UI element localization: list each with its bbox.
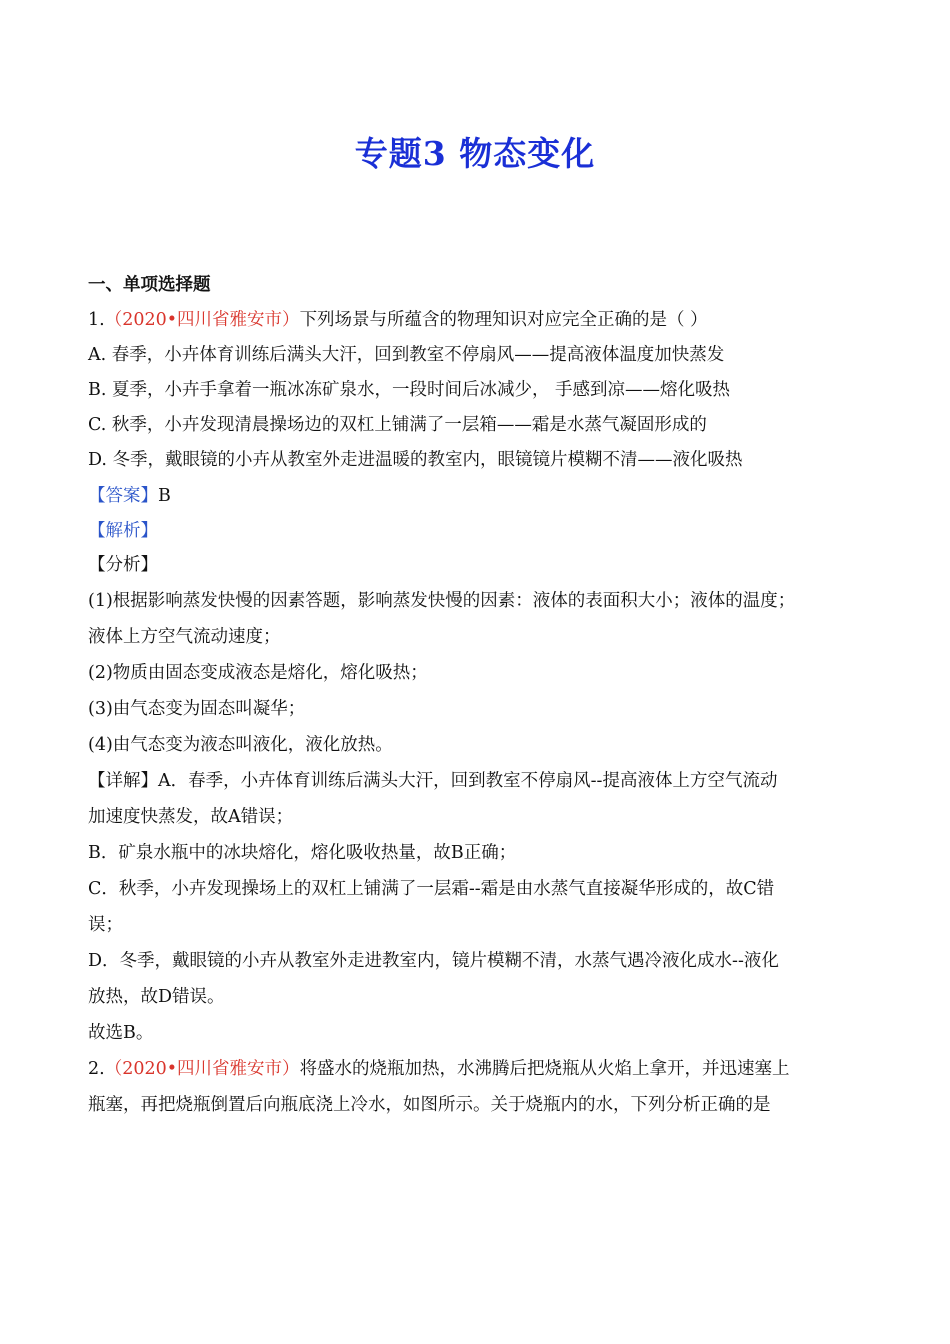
analysis-line-2: 液体上方空气流动速度； bbox=[88, 627, 281, 647]
q2-stem-line-2: 瓶塞，再把烧瓶倒置后向瓶底浇上冷水，如图所示。关于烧瓶内的水，下列分析正确的是 bbox=[88, 1095, 771, 1115]
detail-line-6: D．冬季，戴眼镜的小卉从教室外走进教室内，镜片模糊不清，水蒸气遇冷液化成水--液化 bbox=[88, 951, 779, 971]
answer-value: B bbox=[158, 486, 171, 506]
detail-line-3: B．矿泉水瓶中的冰块熔化，熔化吸收热量，故B正确； bbox=[88, 843, 517, 863]
analysis-line-1: (1)根据影响蒸发快慢的因素答题，影响蒸发快慢的因素：液体的表面积大小；液体的温度； bbox=[88, 591, 796, 611]
analysis-line-5: (4)由气态变为液态叫液化，液化放热。 bbox=[88, 735, 393, 755]
detail-line-2: 加速度快蒸发，故A错误； bbox=[88, 807, 294, 827]
answer-label: 【答案】 bbox=[88, 486, 158, 506]
jiexi-label: 【解析】 bbox=[88, 521, 158, 541]
q1-source: （2020•四川省雅安市） bbox=[104, 310, 300, 330]
detail-line-4: C．秋季，小卉发现操场上的双杠上铺满了一层霜--霜是由水蒸气直接凝华形成的，故C错 bbox=[88, 879, 775, 899]
detail-line-7: 放热，故D错误。 bbox=[88, 987, 225, 1007]
fenxi-label: 【分析】 bbox=[88, 555, 158, 575]
detail-line-5: 误； bbox=[88, 915, 123, 935]
q1-stem-line bbox=[88, 308, 708, 332]
q2-source: （2020•四川省雅安市） bbox=[104, 1059, 300, 1079]
analysis-line-3: (2)物质由固态变成液态是熔化，熔化吸热； bbox=[88, 663, 428, 683]
section-heading: 一、单项选择题 bbox=[88, 275, 211, 295]
q1-stem: 下列场景与所蕴含的物理知识对应完全正确的是（ ） bbox=[299, 310, 708, 330]
q1-option-a: A. 春季，小卉体育训练后满头大汗，回到教室不停扇风——提高液体温度加快蒸发 bbox=[88, 345, 725, 365]
detail-line-8: 故选B。 bbox=[88, 1023, 154, 1043]
q1-option-d: D. 冬季，戴眼镜的小卉从教室外走进温暖的教室内，眼镜镜片模糊不清——液化吸热 bbox=[88, 450, 743, 470]
q1-answer-line bbox=[88, 484, 171, 508]
q1-option-b: B. 夏季，小卉手拿着一瓶冰冻矿泉水，一段时间后冰减少， 手感到凉——熔化吸热 bbox=[88, 380, 731, 400]
q2-number: 2. bbox=[88, 1059, 105, 1079]
detail-line-1: 【详解】A．春季，小卉体育训练后满头大汗，回到教室不停扇风--提高液体上方空气流动 bbox=[88, 771, 778, 791]
q2-stem-line-1 bbox=[88, 1057, 790, 1081]
q2-stem-1: 将盛水的烧瓶加热，水沸腾后把烧瓶从火焰上拿开，并迅速塞上 bbox=[299, 1059, 790, 1079]
q1-number: 1. bbox=[88, 310, 105, 330]
analysis-line-4: (3)由气态变为固态叫凝华； bbox=[88, 699, 306, 719]
page-title: 专题3 物态变化 bbox=[354, 134, 596, 173]
q1-option-c: C. 秋季，小卉发现清晨操场边的双杠上铺满了一层箱——霜是水蒸气凝固形成的 bbox=[88, 415, 707, 435]
